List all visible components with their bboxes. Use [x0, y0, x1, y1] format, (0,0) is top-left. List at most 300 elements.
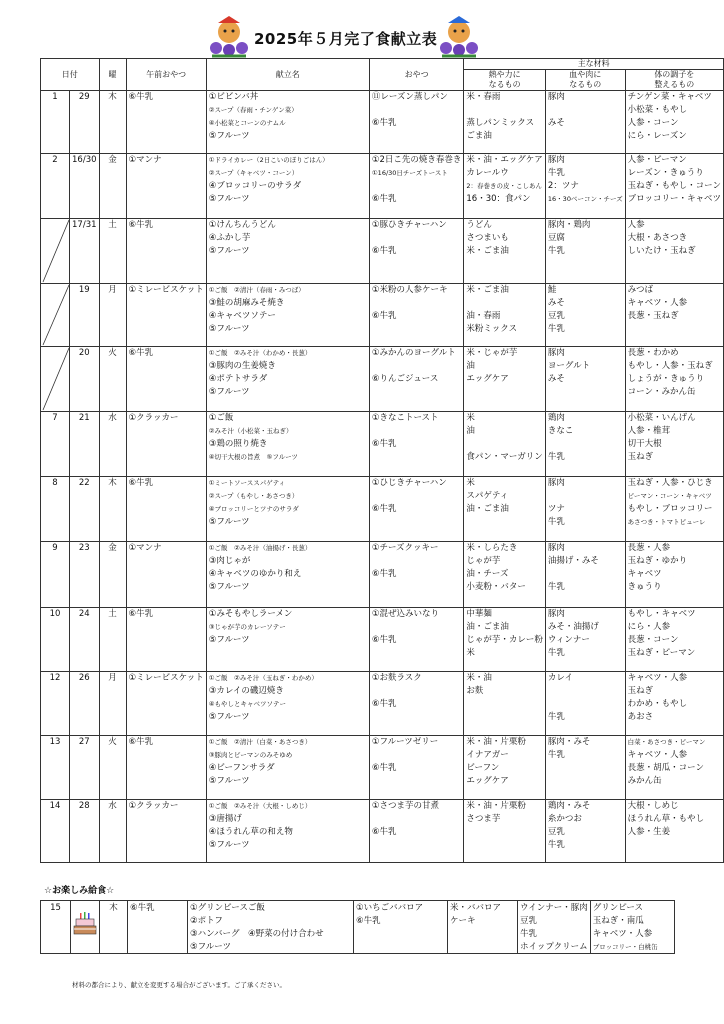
menu-row — [41, 284, 724, 347]
header-menu: 献立名 — [206, 59, 369, 91]
row-blood-line: きなこ — [547, 426, 574, 436]
row-warm-line: 米粉ミックス — [466, 324, 518, 334]
menu-table — [40, 58, 724, 863]
row-body — [625, 542, 723, 608]
row-blood-line: 牛乳 — [547, 648, 565, 658]
row-blood-line: 牛乳 — [547, 168, 565, 178]
menu-row — [41, 477, 724, 542]
row-menu — [206, 608, 369, 672]
row-blood-line: 豚肉 — [547, 155, 565, 165]
row-snack-line — [372, 581, 462, 594]
row-body-line: 小松菜・いんげん — [627, 413, 696, 423]
row-blood-line — [548, 698, 623, 711]
row-snack-line: ⑥牛乳 — [371, 827, 397, 837]
row-snack-line: ①お麩ラスク — [371, 673, 422, 683]
row-body — [625, 91, 723, 154]
row-snack-line: ⑥牛乳 — [371, 763, 397, 773]
row-menu-line: ④切干大根の旨煮 ⑤フルーツ — [208, 453, 298, 461]
row-blood-line: 鶏肉・みそ — [547, 801, 591, 811]
row-warm-line: イナアガー — [466, 750, 509, 760]
row-am-snack-line: ⑥牛乳 — [128, 609, 154, 619]
row-menu-line: ③肉じゃが — [208, 556, 251, 566]
row-warm-line: 米・しらたき — [466, 543, 518, 553]
row-body-line: 長葱・わかめ — [627, 348, 679, 358]
row-body-line: 玉ねぎ・ピーマン — [627, 648, 696, 658]
row-am-snack-line: ⑥牛乳 — [128, 220, 154, 230]
row-menu — [206, 91, 369, 154]
row-menu-line: ⑤フルーツ — [208, 517, 250, 527]
row-number: 1 — [41, 91, 70, 154]
row-body-line: ブロッコリー・キャベツ — [627, 194, 721, 204]
row-menu-line: ⑤フルーツ — [208, 712, 250, 722]
row-warm-line: さつまいも — [466, 233, 509, 243]
cake-icon-cell — [71, 901, 100, 954]
page-title: 2025年５月完了食献立表 — [254, 30, 438, 48]
row-number: 7 — [41, 412, 70, 477]
row-warm-line: エッグケア — [466, 374, 509, 384]
row-warm-line: じゃが芋・カレー粉 — [466, 635, 543, 645]
row-snack-line: ⑥牛乳 — [371, 194, 397, 204]
diagonal-slash-icon — [41, 347, 70, 412]
row-date: 26 — [70, 672, 100, 736]
row-body-line: 人参 — [627, 220, 645, 230]
birthday-cake-icon — [73, 911, 97, 937]
row-blood-line — [548, 775, 623, 788]
row-body-line: キャベツ・人参 — [627, 673, 688, 683]
row-am-snack — [126, 284, 206, 347]
row-blood-line: ツナ — [547, 504, 565, 514]
row-snack-line: ①フルーツゼリー — [371, 737, 439, 747]
row-menu-line: ⑤フルーツ — [208, 635, 250, 645]
row-menu-line: ④ブロッコリーのサラダ — [208, 181, 302, 191]
row-body-line: 長葱・人参 — [627, 543, 671, 553]
special-warm-line: 米・ババロア — [450, 903, 502, 913]
row-snack-line: ⑥牛乳 — [371, 246, 397, 256]
row-warm-line: 16・30：食パン — [466, 194, 531, 204]
row-menu — [206, 284, 369, 347]
row-menu-line: ④小松菜とコーンのナムル — [208, 119, 286, 127]
menu-row — [41, 672, 724, 736]
special-snack-line: ⑥牛乳 — [356, 916, 381, 926]
row-blood-line — [548, 104, 623, 117]
special-blood-line: ウインナー・豚肉 — [520, 903, 588, 913]
row-am-snack-line: ⑥牛乳 — [128, 348, 154, 358]
row-blood-line: 油揚げ・みそ — [547, 556, 599, 566]
row-body-line: 小松菜・もやし — [627, 105, 688, 115]
row-warm-line: 米・油・片栗粉 — [466, 737, 526, 747]
row-snack-line: ①みかんのヨーグルト — [371, 348, 456, 358]
row-warm — [464, 347, 546, 412]
row-snack — [369, 91, 464, 154]
row-snack — [369, 736, 464, 800]
row-blood-line: 牛乳 — [547, 246, 565, 256]
row-snack-line — [372, 232, 462, 245]
row-body-line — [628, 323, 721, 336]
special-menu-line: ③ハンバーグ ④野菜の付け合わせ — [190, 929, 324, 939]
row-warm-line: 米 — [466, 648, 475, 658]
row-am-snack — [126, 542, 206, 608]
row-menu-line: ①みそもやしラーメン — [208, 609, 293, 619]
row-blood-line — [548, 386, 623, 399]
row-blood-line: 豚肉 — [547, 92, 565, 102]
row-menu-line: ③鶏の照り焼き — [208, 439, 268, 449]
row-am-snack — [126, 91, 206, 154]
row-snack-line: ①16/30日チーズトースト — [371, 169, 448, 177]
header-date: 日付 — [41, 59, 100, 91]
row-day: 月 — [99, 284, 126, 347]
row-day: 水 — [99, 800, 126, 863]
row-body — [625, 477, 723, 542]
row-body — [625, 219, 723, 284]
row-body — [625, 672, 723, 736]
row-blood-line: 鶏肉 — [547, 413, 565, 423]
koinobori-flower-decoration-icon — [206, 14, 252, 60]
row-warm-line — [466, 297, 543, 310]
row-warm-line — [466, 386, 543, 399]
row-menu-line: ④ポテトサラダ — [208, 374, 268, 384]
row-snack-line — [372, 451, 462, 464]
row-snack-line: ⑪レーズン蒸しパン — [371, 92, 448, 102]
row-blood-line: 豚肉・鶏肉 — [547, 220, 591, 230]
row-body-line: 長葱・胡瓜・コーン — [627, 763, 704, 773]
row-blood — [545, 284, 625, 347]
row-number: 14 — [41, 800, 70, 863]
row-warm — [464, 219, 546, 284]
diagonal-slash-icon — [41, 219, 70, 284]
row-warm-line: 油・ごま油 — [466, 504, 509, 514]
row-snack-line: ⑥りんごジュース — [371, 374, 439, 384]
row-warm-line — [466, 104, 543, 117]
row-warm-line: 油・春雨 — [466, 311, 501, 321]
row-menu-line — [209, 647, 367, 660]
header-am-snack: 午前おやつ — [126, 59, 206, 91]
row-blood — [545, 672, 625, 736]
row-menu-line: ②スープ（春雨・チンゲン菜） — [208, 106, 298, 114]
row-blood-line: 豚肉・みそ — [547, 737, 591, 747]
header-blood: 血や肉に なるもの — [545, 70, 625, 91]
row-body-line: キャベツ — [627, 569, 662, 579]
row-warm — [464, 736, 546, 800]
row-warm-line — [466, 698, 543, 711]
row-snack-line: ①さつま芋の甘煮 — [371, 801, 439, 811]
row-snack-line — [372, 490, 462, 503]
row-menu — [206, 412, 369, 477]
row-blood-line: 豆乳 — [547, 827, 565, 837]
row-body — [625, 284, 723, 347]
row-snack-line: ⑥牛乳 — [371, 118, 397, 128]
row-snack-line: ①豚ひきチャーハン — [371, 220, 447, 230]
row-number: 13 — [41, 736, 70, 800]
row-warm — [464, 91, 546, 154]
row-number — [41, 347, 70, 412]
row-am-snack-line: ⑥牛乳 — [128, 737, 154, 747]
row-menu-line: ②スープ（もやし・あさつき） — [208, 492, 299, 500]
row-date: 23 — [70, 542, 100, 608]
row-day: 火 — [99, 347, 126, 412]
row-am-snack — [126, 608, 206, 672]
row-am-snack-line: ①ミレービスケット — [128, 673, 204, 683]
row-warm-line: ごま油 — [466, 131, 492, 141]
row-body-line: わかめ・もやし — [627, 699, 688, 709]
menu-row — [41, 542, 724, 608]
row-warm-line: 米・春雨 — [466, 92, 501, 102]
row-blood-line: 豚肉 — [547, 543, 565, 553]
row-snack-line: ①混ぜ込みいなり — [371, 609, 439, 619]
row-date: 21 — [70, 412, 100, 477]
row-warm — [464, 284, 546, 347]
footnote: 材料の都合により、献立を変更する場合がございます。ご了承ください。 — [72, 981, 286, 989]
row-blood-line: 豆乳 — [547, 311, 565, 321]
row-day: 火 — [99, 736, 126, 800]
special-body-line: 玉ねぎ・南瓜 — [592, 916, 644, 926]
row-menu-line: ①ご飯 ②みそ汁（油揚げ・長葱） — [208, 544, 312, 552]
row-snack-line — [372, 813, 462, 826]
special-menu-line: ①グリンピースご飯 — [190, 903, 265, 913]
row-body-line: 長葱・玉ねぎ — [627, 311, 679, 321]
row-blood-line: 牛乳 — [547, 840, 565, 850]
row-body-line: にら・レーズン — [627, 131, 687, 141]
row-snack — [369, 608, 464, 672]
special-blood-line: ホイップクリーム — [520, 942, 588, 952]
row-snack-line: ①米粉の人参ケーキ — [371, 285, 448, 295]
row-warm-line: 米・じゃが芋 — [466, 348, 518, 358]
row-menu — [206, 800, 369, 863]
special-heading: ☆お楽しみ給食☆ — [44, 886, 115, 896]
row-am-snack — [126, 219, 206, 284]
row-body-line: ピーマン・コーン・キャベツ — [627, 492, 712, 500]
row-snack-line: ⑥牛乳 — [371, 311, 397, 321]
row-body-line: みつば — [627, 285, 653, 295]
special-day: 木 — [100, 901, 128, 954]
row-menu — [206, 672, 369, 736]
row-warm-line: 米・ごま油 — [466, 246, 509, 256]
special-table — [40, 900, 675, 954]
special-blood-line: 豆乳 — [520, 916, 538, 926]
row-am-snack — [126, 154, 206, 219]
row-blood-line: 牛乳 — [547, 452, 565, 462]
row-am-snack-line: ①マンナ — [128, 543, 162, 553]
header-youbi: 曜 — [99, 59, 126, 91]
row-warm-line — [466, 711, 543, 724]
row-warm-line — [466, 516, 543, 529]
row-day: 月 — [99, 672, 126, 736]
row-snack-line — [372, 104, 462, 117]
row-snack-line: ⑥牛乳 — [371, 635, 397, 645]
row-snack — [369, 412, 464, 477]
row-blood — [545, 477, 625, 542]
menu-row — [41, 347, 724, 412]
row-am-snack-line: ①クラッカー — [128, 801, 179, 811]
row-menu-line: ⑤フルーツ — [208, 194, 250, 204]
row-warm-line: じゃが芋 — [466, 556, 501, 566]
row-warm-line: 米・ごま油 — [466, 285, 509, 295]
row-blood-line — [548, 685, 623, 698]
row-number: 10 — [41, 608, 70, 672]
row-number: 9 — [41, 542, 70, 608]
row-menu-line: ④ビーフンサラダ — [208, 763, 275, 773]
row-warm — [464, 608, 546, 672]
row-snack — [369, 542, 464, 608]
row-snack-line — [372, 685, 462, 698]
row-menu-line: ①ミートソーススパゲティ — [208, 479, 286, 487]
row-warm-line: 米・油・片栗粉 — [466, 801, 526, 811]
row-day: 金 — [99, 542, 126, 608]
row-warm-line: 油 — [466, 426, 475, 436]
row-warm-line: 油・ごま油 — [466, 622, 509, 632]
special-blood — [518, 901, 591, 954]
special-no: 15 — [41, 901, 71, 954]
row-body-line: 大根・しめじ — [627, 801, 679, 811]
row-snack-line: ①きなこトースト — [371, 413, 439, 423]
row-day: 木 — [99, 91, 126, 154]
special-menu — [188, 901, 354, 954]
row-warm — [464, 672, 546, 736]
row-am-snack — [126, 736, 206, 800]
row-snack — [369, 477, 464, 542]
row-blood-line: みそ — [547, 118, 565, 128]
row-body-line: キャベツ・人参 — [627, 298, 688, 308]
row-snack-line — [372, 130, 462, 143]
row-body-line: 玉ねぎ・もやし・コーン — [627, 181, 721, 191]
special-blood-line: 牛乳 — [520, 929, 538, 939]
row-date: 22 — [70, 477, 100, 542]
row-body-line: あさつき・トマトピューレ — [627, 518, 706, 526]
row-blood-line — [548, 762, 623, 775]
row-snack-line — [372, 386, 462, 399]
row-body — [625, 412, 723, 477]
row-warm-line: 中華麺 — [466, 609, 492, 619]
row-date: 24 — [70, 608, 100, 672]
row-snack-line: ⑥牛乳 — [371, 569, 397, 579]
row-body — [625, 800, 723, 863]
row-menu-line: ⑤フルーツ — [208, 131, 250, 141]
row-blood-line: みそ・油揚げ — [547, 622, 599, 632]
koinobori-flower-decoration-icon-right — [436, 14, 482, 60]
special-menu-line: ⑤フルーツ — [190, 942, 231, 952]
row-day: 金 — [99, 154, 126, 219]
row-am-snack — [126, 477, 206, 542]
row-snack-line: ⑥牛乳 — [371, 699, 397, 709]
row-blood-line: ヨーグルト — [547, 361, 591, 371]
menu-row — [41, 800, 724, 863]
row-warm — [464, 477, 546, 542]
row-snack — [369, 800, 464, 863]
row-body-line: あおさ — [627, 712, 654, 722]
row-snack-line — [372, 775, 462, 788]
row-snack-line — [372, 711, 462, 724]
row-menu-line: ④ほうれん草の和え物 — [208, 827, 293, 837]
row-am-snack-line: ①ミレービスケット — [128, 285, 204, 295]
row-blood-line — [548, 130, 623, 143]
row-menu-line: ①ご飯 ②みそ汁（大根・しめじ） — [208, 802, 312, 810]
menu-row — [41, 219, 724, 284]
header-body: 体の調子を 整えるもの — [625, 70, 723, 91]
row-snack-line: ⑥牛乳 — [371, 439, 397, 449]
row-body — [625, 154, 723, 219]
row-body-line: 人参・コーン — [627, 118, 679, 128]
row-number: 12 — [41, 672, 70, 736]
row-body-line: 玉ねぎ・ゆかり — [627, 556, 688, 566]
row-warm — [464, 154, 546, 219]
row-body — [625, 608, 723, 672]
row-number: 8 — [41, 477, 70, 542]
row-blood-line: 鮭 — [547, 285, 557, 295]
row-number: 2 — [41, 154, 70, 219]
row-warm-line: 油 — [466, 361, 475, 371]
row-warm-line — [466, 826, 543, 839]
row-body-line: チンゲン菜・キャベツ — [627, 92, 712, 102]
row-snack-line — [372, 297, 462, 310]
row-snack-line — [372, 425, 462, 438]
row-snack-line — [372, 839, 462, 852]
row-body-line: もやし・キャベツ — [627, 609, 696, 619]
row-menu-line: ⑤フルーツ — [208, 387, 250, 397]
row-blood-line: 糸かつお — [547, 814, 582, 824]
row-blood-line: 豚肉 — [547, 609, 565, 619]
row-body-line: みかん缶 — [627, 776, 662, 786]
row-snack — [369, 219, 464, 284]
row-date: 29 — [70, 91, 100, 154]
special-snack-line: ①いちごババロア — [356, 903, 424, 913]
row-blood-line: カレイ — [547, 673, 573, 683]
row-warm-line: 蒸しパンミックス — [466, 118, 535, 128]
row-warm-line: スパゲティ — [466, 491, 509, 501]
row-snack-line — [372, 323, 462, 336]
row-body — [625, 347, 723, 412]
row-body-line: 切干大根 — [627, 439, 662, 449]
row-body-line: 玉ねぎ・人参・ひじき — [627, 478, 713, 488]
row-warm-line: 米 — [466, 413, 475, 423]
row-body-line: きゅうり — [627, 582, 662, 592]
row-am-snack-line: ①クラッカー — [128, 413, 179, 423]
row-blood — [545, 154, 625, 219]
header-snack: おやつ — [369, 59, 464, 91]
row-menu-line: ①ご飯 ②みそ汁（玉ねぎ・わかめ） — [208, 674, 318, 682]
row-blood-line: 牛乳 — [547, 750, 565, 760]
row-menu-line: ①ビビンバ丼 — [208, 92, 259, 102]
row-body-line: にら・人参 — [627, 622, 671, 632]
row-am-snack — [126, 412, 206, 477]
row-date: 27 — [70, 736, 100, 800]
menu-row — [41, 736, 724, 800]
row-menu-line: ②スープ（キャベツ・コーン） — [208, 169, 299, 177]
row-menu-line: ③唐揚げ — [208, 814, 242, 824]
row-warm-line — [466, 839, 543, 852]
special-snack — [354, 901, 448, 954]
header-ingredients: 主な材料 — [464, 59, 724, 70]
row-date: 19 — [70, 284, 100, 347]
row-warm-line: 小麦粉・バター — [466, 582, 526, 592]
row-warm — [464, 542, 546, 608]
row-snack-line: ⑥牛乳 — [371, 504, 397, 514]
row-warm-line: 米 — [466, 478, 475, 488]
row-menu-line: ③豚肉の生姜焼き — [208, 361, 276, 371]
row-menu-line: ③カレイの磯辺焼き — [208, 686, 284, 696]
row-body-line: キャベツ・人参 — [627, 750, 688, 760]
row-menu-line: ③豚肉とピーマンのみそゆめ — [208, 751, 293, 759]
row-menu-line: ④ふかし芋 — [208, 233, 251, 243]
row-snack — [369, 347, 464, 412]
row-date: 17/31 — [70, 219, 100, 284]
row-warm — [464, 412, 546, 477]
row-body-line: ほうれん草・もやし — [627, 814, 705, 824]
row-am-snack-line: ①マンナ — [128, 155, 162, 165]
row-menu-line: ③鮭の胡麻みそ焼き — [208, 298, 285, 308]
row-am-snack-line: ⑥牛乳 — [128, 92, 154, 102]
row-menu-line: ⑤フルーツ — [208, 840, 250, 850]
row-menu — [206, 736, 369, 800]
row-menu-line: ⑤フルーツ — [208, 776, 250, 786]
